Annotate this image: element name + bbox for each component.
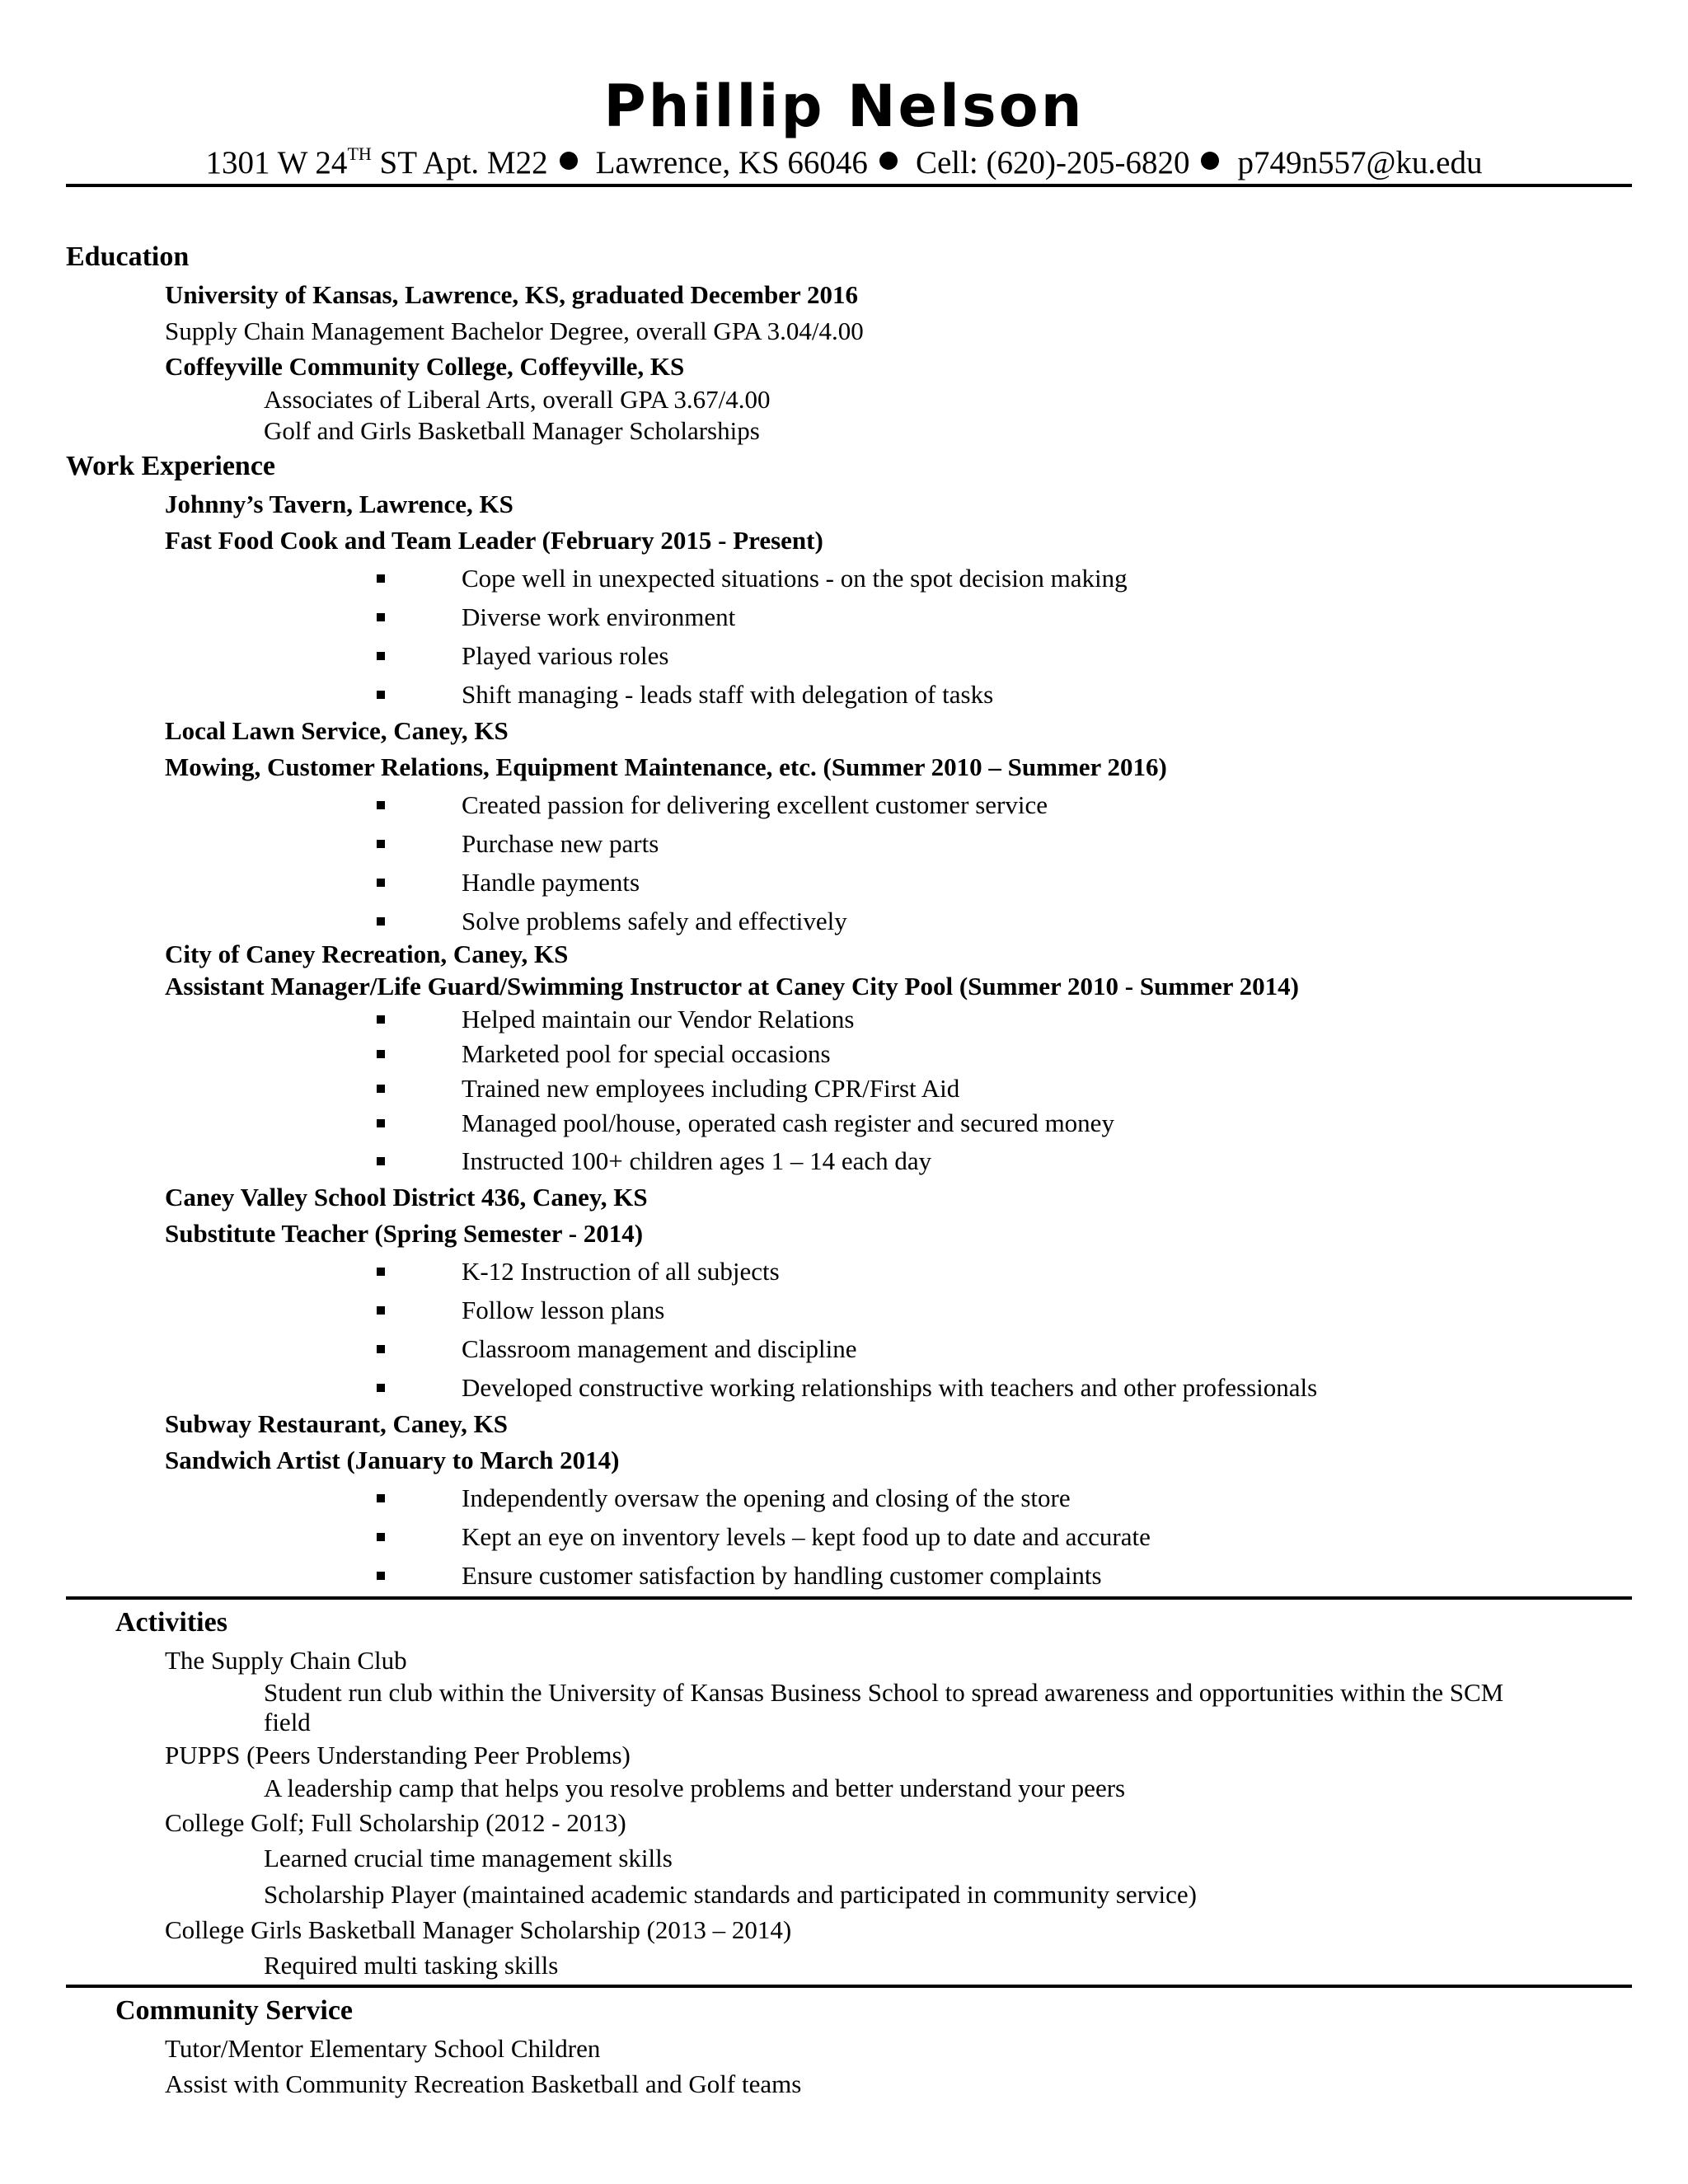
activity-description: field [264, 1708, 311, 1736]
bullet-icon [377, 1157, 385, 1165]
activity-description: Required multi tasking skills [264, 1951, 559, 1980]
activities-divider [66, 1596, 1632, 1600]
job-title-subway: Sandwich Artist (January to March 2014) [165, 1446, 620, 1474]
activity-description: Learned crucial time management skills [264, 1844, 673, 1872]
bullet-dot-icon [1201, 152, 1219, 170]
bullet-icon [377, 917, 385, 926]
employer-caney-valley: Caney Valley School District 436, Caney, KS [165, 1183, 648, 1212]
bullet-dot-icon [879, 152, 898, 170]
bullet-icon [377, 1533, 385, 1541]
bullet-icon [377, 691, 385, 699]
bullet-icon [377, 879, 385, 887]
bullet-icon [377, 652, 385, 660]
header-divider [66, 184, 1632, 187]
employer-lawn-service: Local Lawn Service, Caney, KS [165, 716, 509, 745]
activity-description: Student run club within the University of Kansas Business School to spread awareness and opportunities within the SCM [264, 1678, 1504, 1707]
list-item: Shift managing - leads staff with delegation of tasks [462, 680, 994, 709]
employer-johnnys: Johnny’s Tavern, Lawrence, KS [165, 490, 513, 518]
bullet-icon [377, 1345, 385, 1353]
address-street: 1301 W 24TH ST Apt. M22 [205, 143, 548, 180]
bullet-icon [377, 1572, 385, 1580]
bullet-icon [377, 613, 385, 621]
list-item: Diverse work environment [462, 602, 736, 631]
list-item: Purchase new parts [462, 829, 659, 858]
degree-kansas: Supply Chain Management Bachelor Degree, overall GPA 3.04/4.00 [165, 316, 864, 345]
list-item: Marketed pool for special occasions [462, 1039, 831, 1068]
employer-subway: Subway Restaurant, Caney, KS [165, 1409, 508, 1438]
bullet-icon [377, 840, 385, 848]
list-item: Classroom management and discipline [462, 1334, 857, 1363]
bullet-icon [377, 1015, 385, 1024]
list-item: Helped maintain our Vendor Relations [462, 1005, 855, 1033]
degree-coffeyville: Associates of Liberal Arts, overall GPA 3.67/4.00 [264, 385, 771, 414]
list-item: Trained new employees including CPR/First Aid [462, 1074, 960, 1103]
list-item: Created passion for delivering excellent customer service [462, 790, 1048, 819]
activity-description: Scholarship Player (maintained academic standards and participated in community service) [264, 1880, 1197, 1909]
list-item: Instructed 100+ children ages 1 – 14 each day [462, 1146, 932, 1175]
cell-phone: Cell: (620)-205-6820 [915, 145, 1190, 180]
employer-caney-recreation: City of Caney Recreation, Caney, KS [165, 940, 569, 968]
bullet-icon [377, 1384, 385, 1392]
job-title-lawn-service: Mowing, Customer Relations, Equipment Maintenance, etc. (Summer 2010 – Summer 2016) [165, 752, 1167, 781]
scholarships-coffeyville: Golf and Girls Basketball Manager Scholarships [264, 416, 760, 445]
bullet-icon [377, 1119, 385, 1127]
email-address: p749n557@ku.edu [1237, 145, 1483, 180]
bullet-icon [377, 1494, 385, 1502]
community-item: Tutor/Mentor Elementary School Children [165, 2034, 601, 2063]
community-divider [66, 1985, 1632, 1988]
bullet-icon [377, 1306, 385, 1315]
section-heading-work: Work Experience [66, 451, 276, 481]
list-item: Developed constructive working relationships with teachers and other professionals [462, 1373, 1318, 1402]
school-coffeyville: Coffeyville Community College, Coffeyville, KS [165, 352, 685, 381]
list-item: Kept an eye on inventory levels – kept food up to date and accurate [462, 1522, 1151, 1551]
bullet-icon [377, 801, 385, 809]
job-title-caney-valley: Substitute Teacher (Spring Semester - 2014) [165, 1219, 644, 1248]
contact-line [0, 138, 1688, 188]
activity-college-golf: College Golf; Full Scholarship (2012 - 2013) [165, 1808, 626, 1837]
activity-description: A leadership camp that helps you resolve problems and better understand your peers [264, 1774, 1126, 1802]
address-city: Lawrence, KS 66046 [595, 145, 868, 180]
list-item: Follow lesson plans [462, 1296, 665, 1324]
bullet-icon [377, 1085, 385, 1093]
list-item: Handle payments [462, 868, 640, 897]
list-item: Solve problems safely and effectively [462, 907, 847, 935]
bullet-icon [377, 1268, 385, 1276]
list-item: Independently oversaw the opening and closing of the store [462, 1483, 1071, 1512]
job-title-johnnys: Fast Food Cook and Team Leader (February 2015 - Present) [165, 526, 823, 555]
applicant-name: Phillip Nelson [603, 73, 1085, 140]
activity-pupps: PUPPS (Peers Understanding Peer Problems) [165, 1741, 631, 1769]
bullet-dot-icon [560, 152, 578, 170]
activity-basketball-manager: College Girls Basketball Manager Scholarship (2013 – 2014) [165, 1915, 792, 1944]
list-item: Ensure customer satisfaction by handling customer complaints [462, 1561, 1102, 1590]
list-item: Managed pool/house, operated cash register and secured money [462, 1108, 1114, 1137]
section-heading-community: Community Service [115, 1995, 354, 2026]
job-title-caney-recreation: Assistant Manager/Life Guard/Swimming Instructor at Caney City Pool (Summer 2010 - Summer 2014) [165, 972, 1299, 1001]
section-heading-activities: Activities [115, 1607, 227, 1638]
list-item: K-12 Instruction of all subjects [462, 1257, 780, 1286]
school-kansas: University of Kansas, Lawrence, KS, graduated December 2016 [165, 280, 858, 309]
list-item: Cope well in unexpected situations - on the spot decision making [462, 564, 1128, 593]
bullet-icon [377, 1050, 385, 1058]
community-item: Assist with Community Recreation Basketball and Golf teams [165, 2069, 802, 2098]
list-item: Played various roles [462, 641, 669, 670]
bullet-icon [377, 574, 385, 583]
activity-supply-chain-club: The Supply Chain Club [165, 1646, 407, 1675]
section-heading-education: Education [66, 241, 190, 272]
